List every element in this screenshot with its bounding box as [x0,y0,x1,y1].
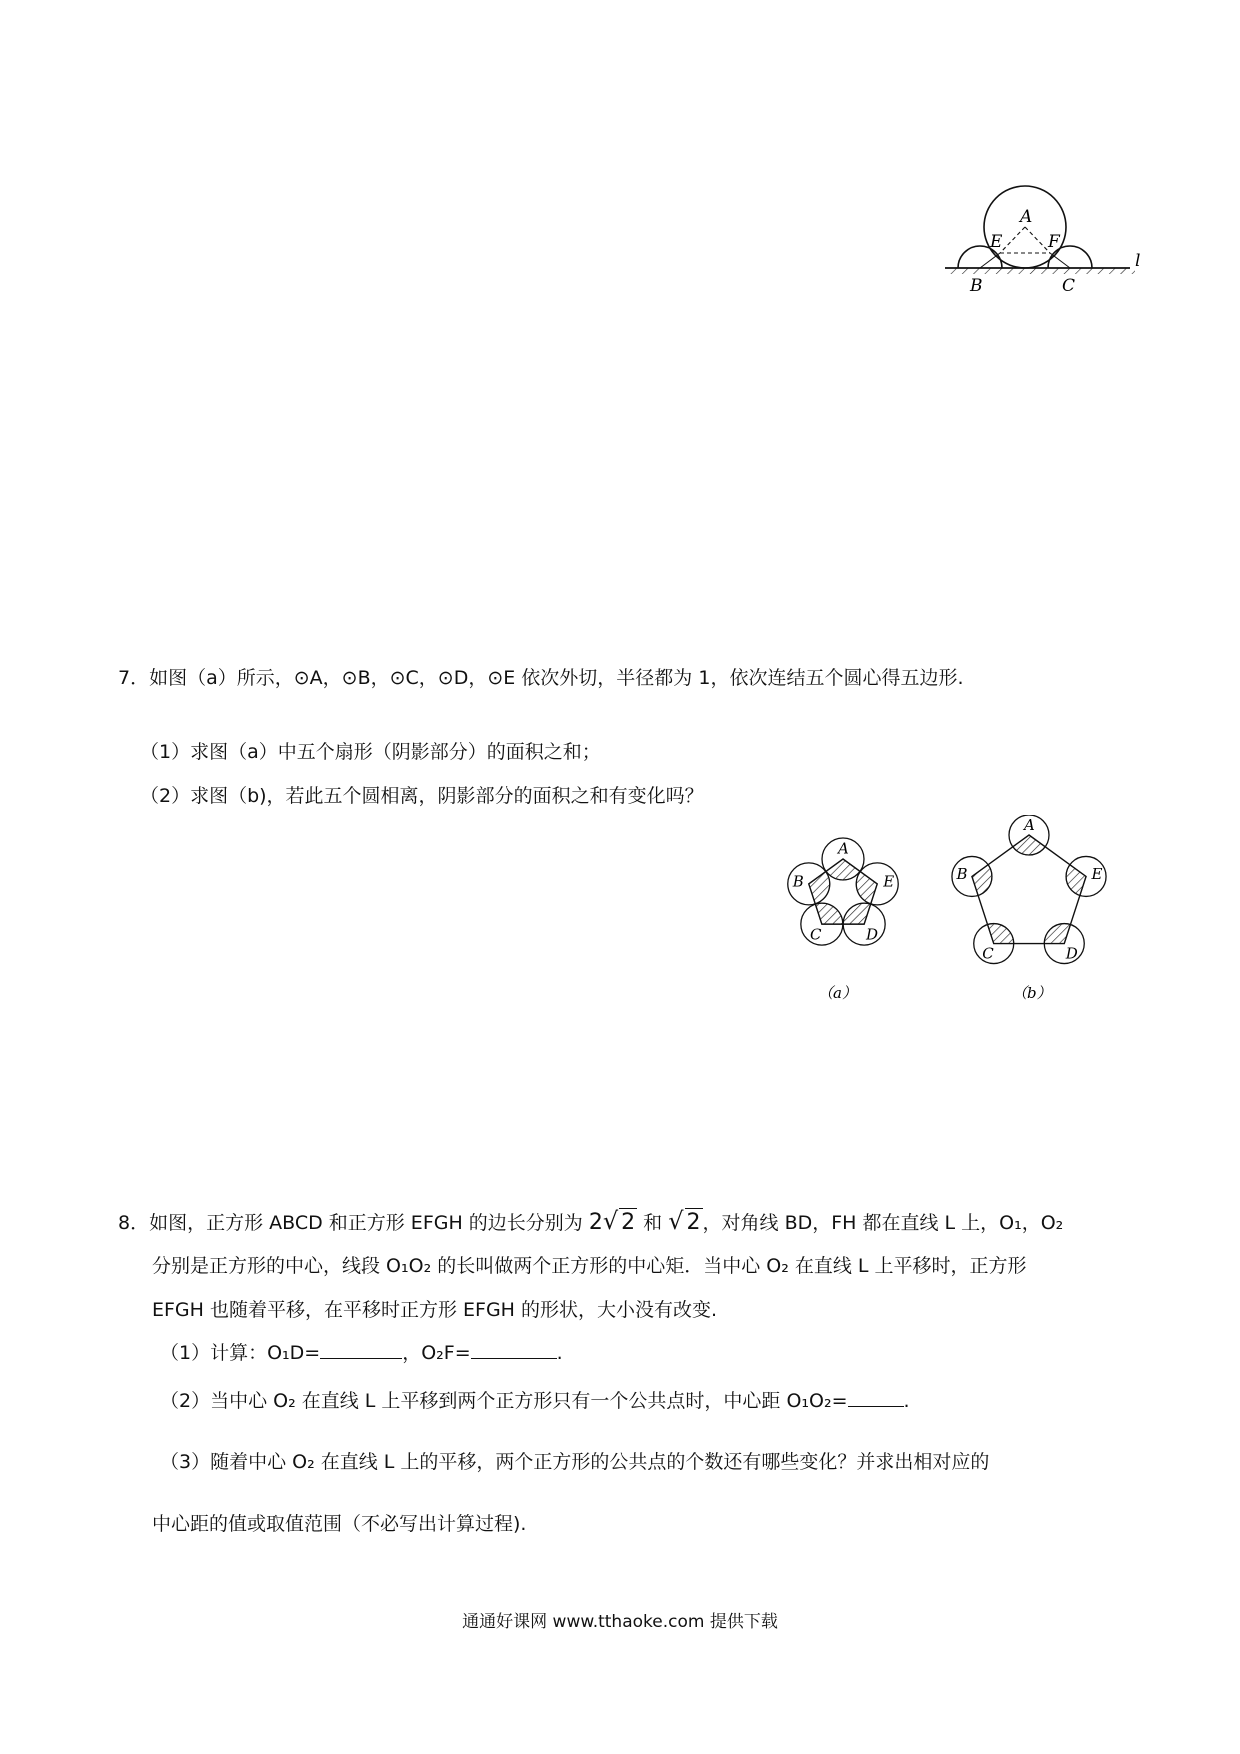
q8-part1-a: （1）计算：O₁D= [160,1342,321,1364]
q8-part1-b: ，O₂F= [402,1342,471,1364]
fig-a-sector-d [843,903,870,924]
five-circles-figure [780,815,1140,1020]
footer: 通通好课网 www.tthaoke.com 提供下载 [462,1612,778,1632]
fig-b-label-a: A [1024,816,1035,834]
caption-a: （a） [818,984,857,1002]
tangent-circles-figure [930,170,1160,305]
fig-a-sector-a [826,859,860,880]
fig-a-label-e: E [883,872,895,891]
q7-stem-text: 如图（a）所示，⊙A，⊙B，⊙C，⊙D，⊙E 依次外切，半径都为 1，依次连结五个圆心得五边形. [149,667,964,689]
fig-a-label-c: C [810,925,822,944]
caption-b: （b） [1012,984,1052,1002]
q7-part1: （1）求图（a）中五个扇形（阴影部分）的面积之和； [140,741,601,763]
figure-a [788,838,898,945]
fig-b-label-c: C [982,944,994,963]
q8-part1-c: . [556,1342,563,1364]
o1o2-answer-blank[interactable] [848,1386,904,1407]
q7-part2: （2）求图（b)，若此五个圆相离，阴影部分的面积之和有变化吗？ [140,785,704,807]
q8-coef: 2 [588,1210,603,1235]
sqrt-2-b: √ 2 [668,1207,701,1235]
q7-number: 7． [118,667,150,689]
segment-eb [980,253,1000,268]
fig-b-sector-c [988,924,1014,944]
q8-part2 [160,1386,910,1415]
label-f: F [1048,232,1060,252]
sqrt-2-a: √ 2 [602,1207,636,1235]
segment-ae [1000,227,1025,253]
q8-and: 和 [637,1212,669,1234]
sqrt-2-a-radicand: 2 [621,1210,636,1235]
q8-line1-b: ，对角线 BD，FH 都在直线 L 上，O₁，O₂ [702,1212,1064,1234]
label-e: E [990,232,1003,252]
q8-part1 [160,1338,563,1367]
q8-part2-b: . [903,1390,910,1412]
fig-b-label-e: E [1091,865,1103,884]
q8-part2-a: （2）当中心 O₂ 在直线 L 上平移到两个正方形只有一个公共点时，中心距 O₁O₂= [160,1390,848,1412]
o1d-answer-blank[interactable] [320,1338,402,1359]
figure-b [952,815,1106,964]
q8-part3: （3）随着中心 O₂ 在直线 L 上的平移，两个正方形的公共点的个数还有哪些变化？并求出相对应的 [160,1451,990,1473]
q8-line3: EFGH 也随着平移，在平移时正方形 EFGH 的形状，大小没有改变. [152,1299,718,1321]
q8-line1 [118,1207,1063,1237]
q8-line1-a: 如图，正方形 ABCD 和正方形 EFGH 的边长分别为 [149,1212,589,1234]
label-c: C [1062,276,1076,296]
segment-fc [1050,253,1070,268]
fig-b-label-b: B [956,865,968,884]
q8-number: 8． [118,1212,150,1234]
fig-a-label-b: B [792,872,804,891]
label-l: l [1135,251,1141,271]
fig-a-sector-c [815,903,842,924]
fig-b-sector-d [1044,924,1070,944]
q8-part3-cont: 中心距的值或取值范围（不必写出计算过程). [152,1513,527,1535]
fig-b-label-d: D [1065,944,1078,963]
q8-line2: 分别是正方形的中心，线段 O₁O₂ 的长叫做两个正方形的中心矩．当中心 O₂ 在直线 L 上平移时，正方形 [152,1255,1027,1277]
o2f-answer-blank[interactable] [471,1338,557,1359]
q7-stem [118,664,963,692]
label-b: B [970,276,983,296]
sqrt-2-b-radicand: 2 [686,1210,701,1235]
fig-a-label-a: A [838,839,849,858]
fig-b-sector-a [1013,835,1045,855]
label-a: A [1020,207,1033,227]
fig-a-label-d: D [865,925,878,944]
segment-af [1025,227,1050,253]
